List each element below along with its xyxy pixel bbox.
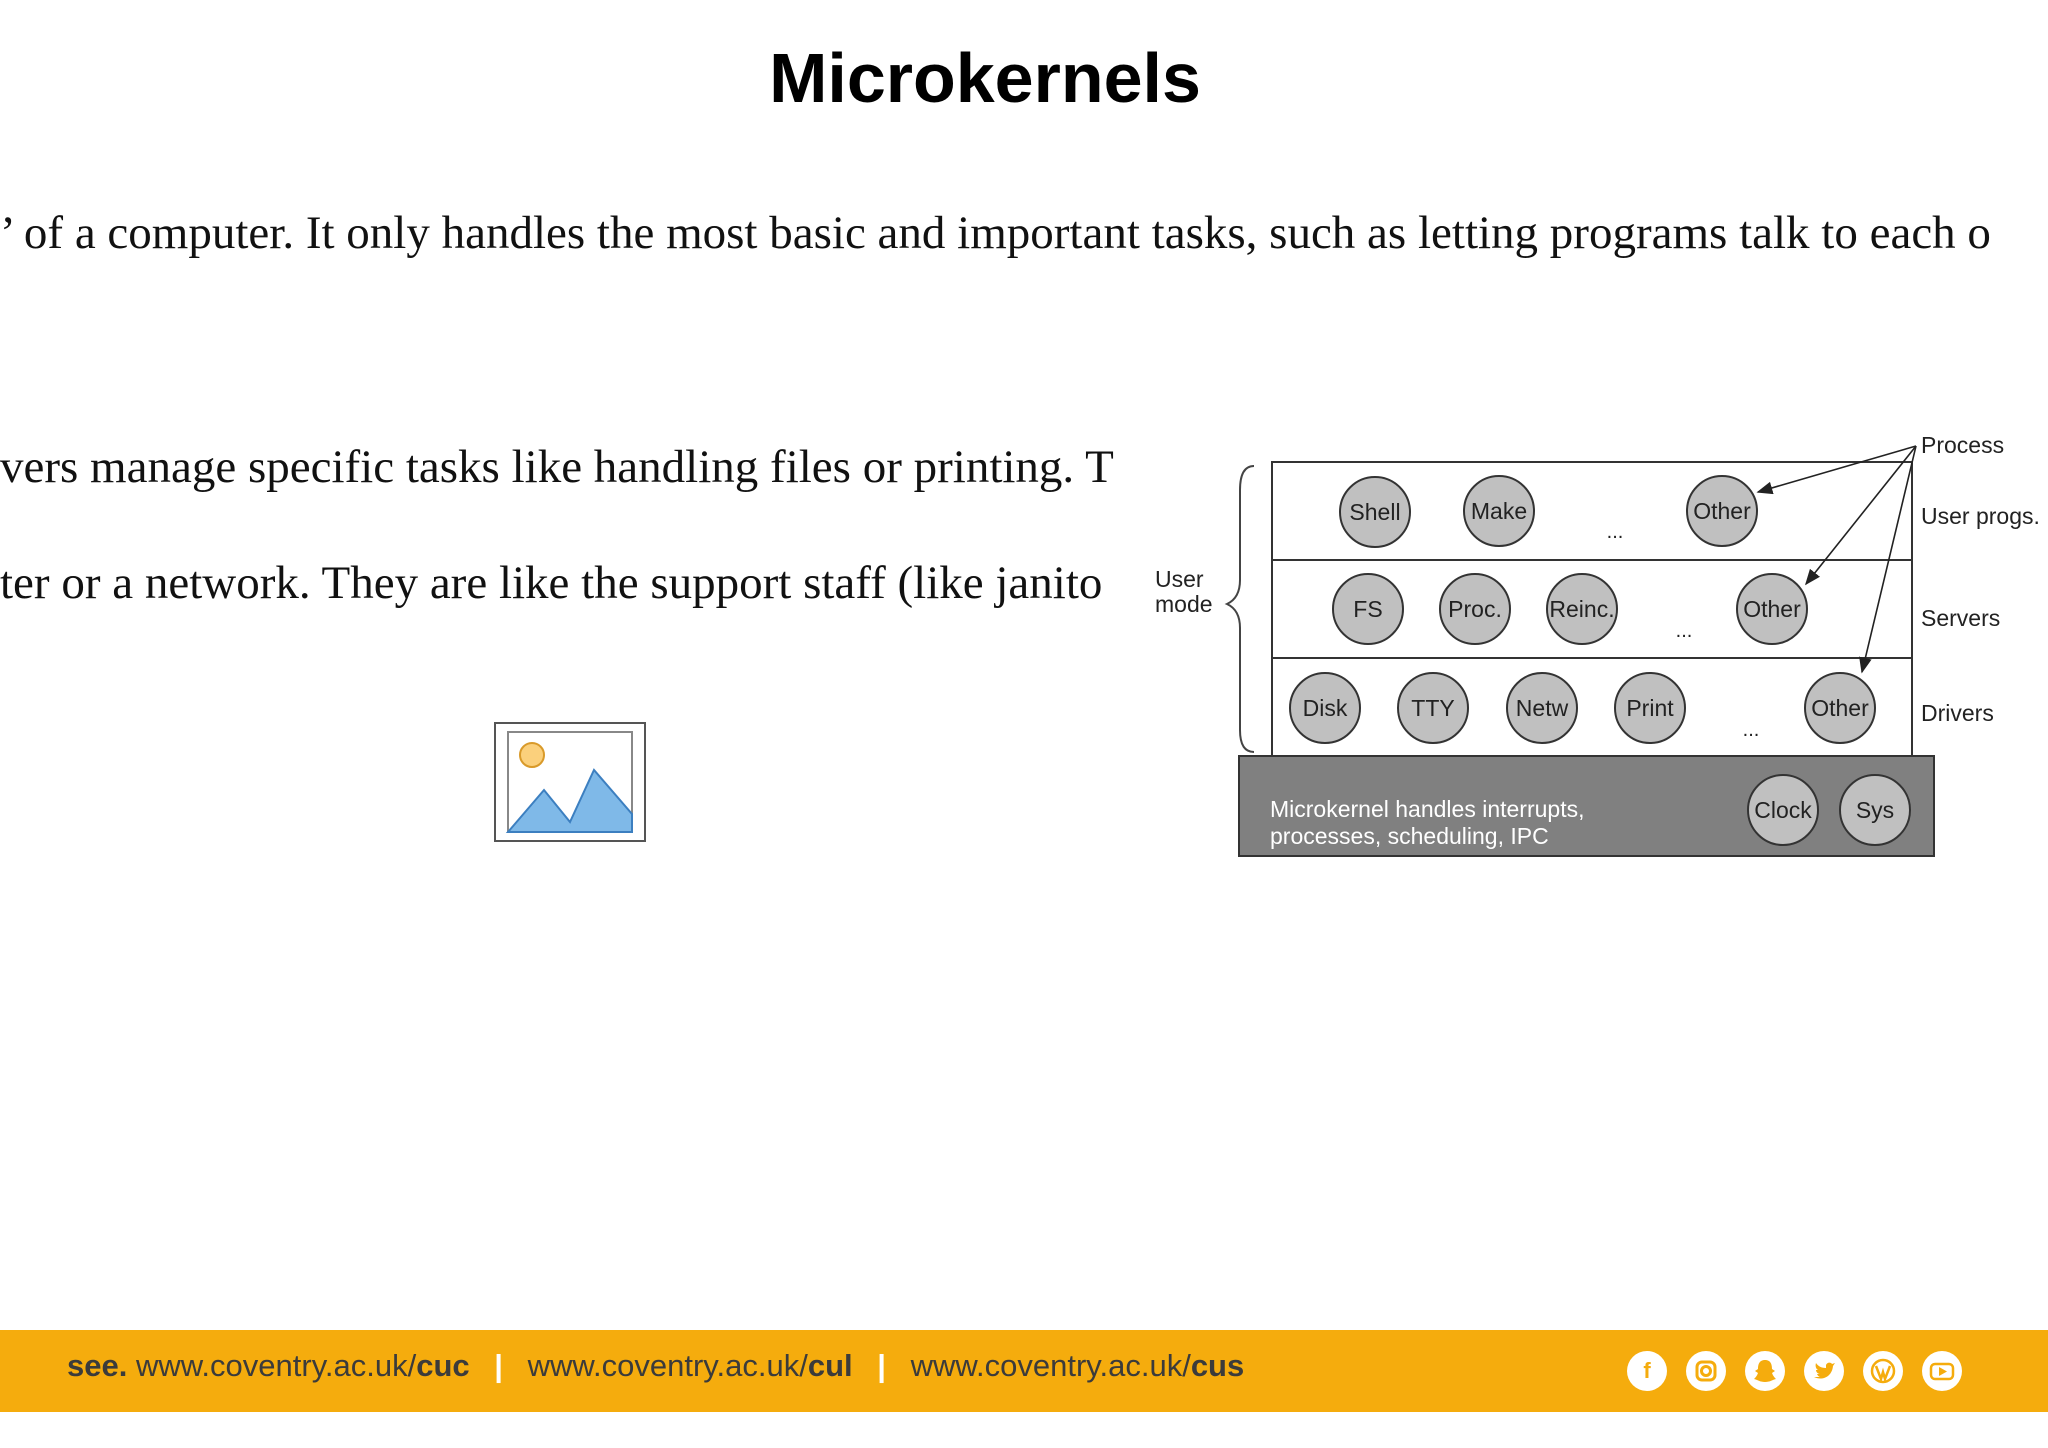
- svg-text:FS: FS: [1353, 596, 1383, 622]
- layer-label-drivers: Drivers: [1921, 700, 1994, 726]
- footer-link-cuc[interactable]: www.coventry.ac.uk/cuc: [135, 1348, 470, 1383]
- servers-ellipsis: ...: [1675, 620, 1693, 642]
- svg-text:Other: Other: [1693, 498, 1751, 524]
- node-server-other: [1737, 574, 1807, 644]
- microkernel-text-2: processes, scheduling, IPC: [1270, 823, 1549, 849]
- svg-text:Other: Other: [1811, 695, 1869, 721]
- node-tty: [1398, 673, 1468, 743]
- node-driver-other: [1805, 673, 1875, 743]
- footer-bar: [0, 1330, 2048, 1412]
- wordpress-icon[interactable]: [1863, 1351, 1903, 1391]
- svg-text:Make: Make: [1470, 498, 1528, 524]
- body-text-line-3: ter or a network. They are like the support staff (like janito: [0, 557, 1103, 609]
- user-mode-brace: [1227, 466, 1254, 752]
- node-make: [1464, 476, 1534, 546]
- footer-link-cus[interactable]: www.coventry.ac.uk/cus: [910, 1348, 1245, 1383]
- node-print: [1615, 673, 1685, 743]
- node-disk: [1290, 673, 1360, 743]
- facebook-icon[interactable]: f: [1627, 1351, 1667, 1391]
- body-text-line-2: vers manage specific tasks like handling files or printing. T: [0, 441, 1114, 493]
- slide-title: Microkernels: [769, 39, 1201, 117]
- user-mode-label-1: User: [1155, 566, 1204, 592]
- node-sys: [1840, 775, 1910, 845]
- svg-text:Netw: Netw: [1515, 695, 1569, 721]
- twitter-icon[interactable]: [1804, 1351, 1844, 1391]
- user-progs-ellipsis: ...: [1606, 521, 1624, 543]
- svg-text:Clock: Clock: [1754, 797, 1812, 823]
- svg-text:TTY: TTY: [1411, 695, 1455, 721]
- svg-text:Print: Print: [1626, 695, 1674, 721]
- node-proc: [1440, 574, 1510, 644]
- drivers-ellipsis: ...: [1742, 719, 1760, 741]
- user-mode-label-2: mode: [1155, 591, 1213, 617]
- layer-label-user-progs: User progs.: [1921, 503, 2040, 529]
- footer-prefix: see.: [67, 1348, 128, 1383]
- youtube-icon[interactable]: [1922, 1351, 1962, 1391]
- footer-separator: |: [494, 1348, 503, 1383]
- body-text-line-1: ’ of a computer. It only handles the most basic and important tasks, such as letting programs talk to each o: [0, 207, 1991, 259]
- microkernel-text-1: Microkernel handles interrupts,: [1270, 796, 1585, 822]
- svg-text:Shell: Shell: [1349, 499, 1401, 525]
- snapchat-icon[interactable]: [1745, 1351, 1785, 1391]
- node-fs: [1333, 574, 1403, 644]
- process-label: Process: [1921, 432, 2005, 458]
- node-user-other: [1687, 476, 1757, 546]
- svg-text:Reinc.: Reinc.: [1549, 596, 1615, 622]
- node-netw: [1507, 673, 1577, 743]
- footer-separator: |: [877, 1348, 886, 1383]
- footer-link-cul[interactable]: www.coventry.ac.uk/cul: [527, 1348, 853, 1383]
- footer-links: [67, 1348, 1244, 1384]
- node-reinc: [1547, 574, 1617, 644]
- svg-text:Proc.: Proc.: [1448, 596, 1502, 622]
- node-shell: [1340, 477, 1410, 547]
- instagram-icon[interactable]: [1686, 1351, 1726, 1391]
- svg-text:Sys: Sys: [1855, 797, 1895, 823]
- svg-text:Other: Other: [1743, 596, 1801, 622]
- layer-label-servers: Servers: [1921, 605, 2001, 631]
- node-clock: [1748, 775, 1818, 845]
- svg-text:Disk: Disk: [1302, 695, 1348, 721]
